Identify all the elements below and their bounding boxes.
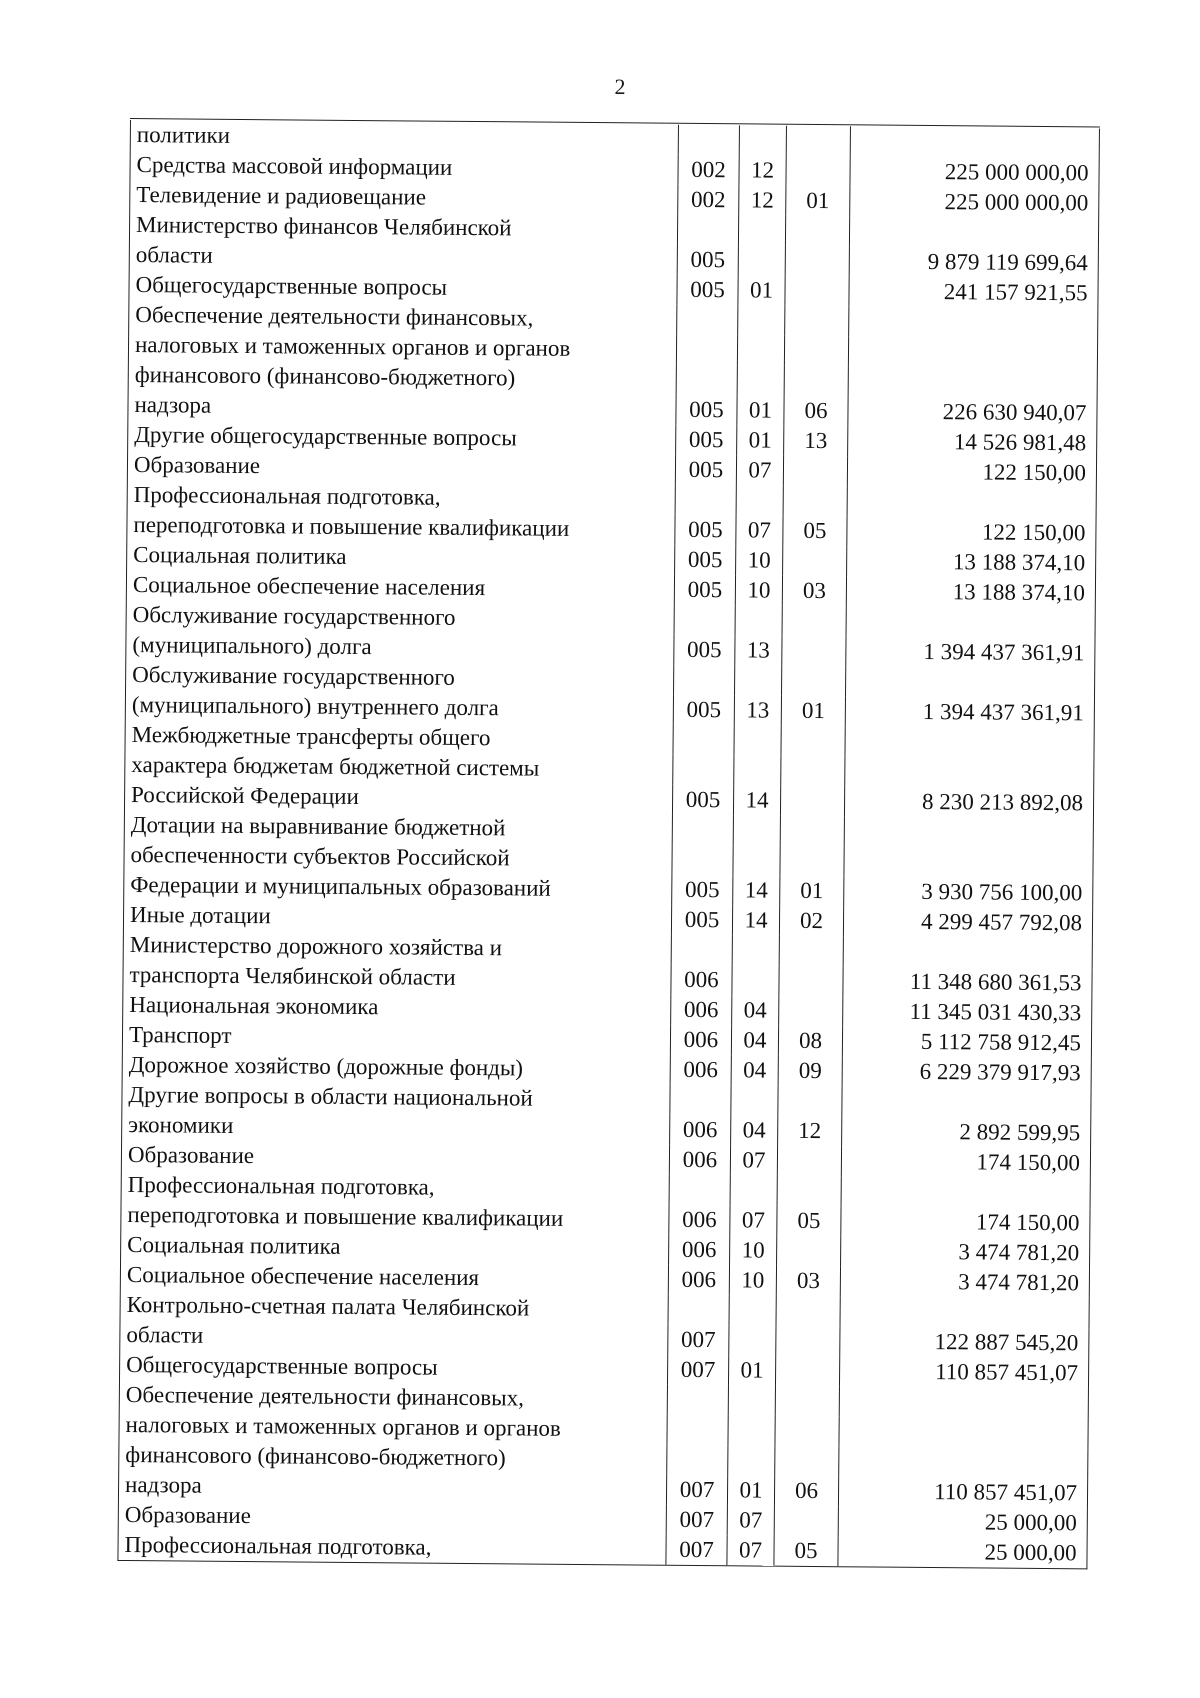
row-name-cell: Российской Федерации (124, 780, 673, 815)
row-name-cell: Министерство дорожного хозяйства и (123, 930, 672, 965)
row-name-cell: Обеспечение деятельности финансовых, (119, 1380, 668, 1415)
row-name-cell: Иные дотации (123, 900, 672, 935)
amount-cell: 11 348 680 361,53 (843, 966, 1093, 998)
row-name-cell: переподготовка и повышение квалификации (121, 1200, 670, 1235)
admin-code-cell: 002 (678, 155, 738, 186)
section-code-cell: 14 (732, 875, 780, 905)
row-name-cell: Другие вопросы в области национальной (122, 1080, 671, 1115)
subsection-code-cell (777, 1236, 841, 1267)
admin-code-cell (676, 365, 736, 396)
subsection-code-cell (781, 816, 845, 847)
row-name-cell: налоговых и таможенных органов и органов (128, 330, 677, 365)
amount-cell: 2 892 599,95 (841, 1116, 1091, 1148)
admin-code-cell (674, 665, 734, 696)
section-code-cell (738, 215, 786, 245)
subsection-code-cell (783, 486, 847, 517)
subsection-code-cell (778, 1146, 842, 1177)
section-code-cell: 10 (729, 1265, 777, 1295)
amount-cell (838, 1446, 1088, 1478)
amount-cell: 25 000,00 (838, 1536, 1088, 1569)
amount-cell: 122 887 545,20 (839, 1326, 1089, 1358)
admin-code-cell: 005 (676, 425, 736, 456)
subsection-code-cell (783, 546, 847, 577)
subsection-code-cell: 05 (783, 516, 847, 547)
section-code-cell: 07 (735, 515, 783, 545)
admin-code-cell: 005 (676, 395, 736, 426)
row-name-cell: экономики (122, 1110, 671, 1145)
row-name-cell: финансового (финансово-бюджетного) (128, 360, 677, 395)
row-name-cell: Социальная политика (121, 1230, 670, 1265)
admin-code-cell: 006 (671, 1025, 731, 1056)
subsection-code-cell: 06 (784, 396, 848, 427)
row-name-cell: характера бюджетам бюджетной системы (125, 750, 674, 785)
subsection-code-cell (785, 276, 849, 307)
section-code-cell (735, 605, 783, 635)
row-name-cell: Образование (118, 1500, 667, 1535)
section-code-cell: 04 (731, 1055, 779, 1085)
row-name-cell: Профессиональная подготовка, (127, 480, 676, 515)
admin-code-cell: 007 (667, 1505, 727, 1536)
amount-cell: 13 188 374,10 (846, 576, 1096, 608)
section-code-cell (731, 965, 779, 995)
admin-code-cell: 005 (675, 545, 735, 576)
section-code-cell (737, 305, 785, 335)
section-code-cell: 07 (727, 1505, 775, 1535)
admin-code-cell (672, 845, 732, 876)
row-name-cell: Социальная политика (127, 540, 676, 575)
subsection-code-cell: 09 (778, 1056, 842, 1087)
section-code-cell (733, 815, 781, 845)
row-name-cell: Социальное обеспечение населения (120, 1260, 669, 1295)
admin-code-cell: 005 (674, 695, 734, 726)
section-code-cell: 01 (737, 275, 785, 305)
admin-code-cell (670, 1085, 730, 1116)
row-name-cell: Контрольно-счетная палата Челябинской (120, 1290, 669, 1325)
admin-code-cell: 005 (674, 635, 734, 666)
amount-cell: 1 394 437 361,91 (845, 636, 1095, 668)
subsection-code-cell (779, 996, 843, 1027)
section-code-cell: 14 (732, 905, 780, 935)
row-name-cell: Межбюджетные трансферты общего (125, 720, 674, 755)
section-code-cell (727, 1445, 775, 1475)
amount-cell (842, 1086, 1092, 1118)
row-name-cell: (муниципального) внутреннего долга (125, 690, 674, 725)
admin-code-cell: 005 (675, 515, 735, 546)
subsection-code-cell (781, 726, 845, 757)
admin-code-cell (673, 815, 733, 846)
subsection-code-cell (785, 336, 849, 367)
admin-code-cell (673, 725, 733, 756)
subsection-code-cell: 02 (780, 906, 844, 937)
row-name-cell: Обслуживание государственного (126, 600, 675, 635)
admin-code-cell: 005 (672, 905, 732, 936)
subsection-code-cell (781, 756, 845, 787)
subsection-code-cell: 12 (778, 1116, 842, 1147)
section-code-cell: 10 (735, 545, 783, 575)
row-name-cell: Министерство финансов Челябинской (129, 210, 678, 245)
section-code-cell (736, 485, 784, 515)
admin-code-cell (679, 125, 739, 156)
amount-cell (848, 366, 1098, 398)
subsection-code-cell (777, 1176, 841, 1207)
section-code-cell (730, 1175, 778, 1205)
amount-cell: 13 188 374,10 (846, 546, 1096, 578)
admin-code-cell (668, 1385, 728, 1416)
admin-code-cell: 005 (672, 875, 732, 906)
row-name-cell: Профессиональная подготовка, (118, 1530, 667, 1565)
amount-cell: 4 299 457 792,08 (843, 906, 1093, 938)
admin-code-cell: 006 (670, 1145, 730, 1176)
admin-code-cell (673, 755, 733, 786)
amount-cell: 3 474 781,20 (840, 1236, 1090, 1268)
subsection-code-cell: 03 (777, 1266, 841, 1297)
amount-cell (839, 1386, 1089, 1418)
subsection-code-cell (782, 636, 846, 667)
section-code-cell (734, 665, 782, 695)
admin-code-cell: 006 (670, 1055, 730, 1086)
amount-cell (845, 666, 1095, 698)
section-code-cell (728, 1415, 776, 1445)
row-name-cell: области (129, 240, 678, 275)
amount-cell: 226 630 940,07 (848, 396, 1098, 428)
amount-cell (845, 726, 1095, 758)
subsection-code-cell: 06 (775, 1476, 839, 1507)
section-code-cell: 01 (736, 395, 784, 425)
subsection-code-cell: 01 (780, 876, 844, 907)
admin-code-cell: 007 (666, 1535, 726, 1566)
admin-code-cell: 006 (669, 1265, 729, 1296)
amount-cell (844, 756, 1094, 788)
amount-cell: 11 345 031 430,33 (842, 996, 1092, 1028)
section-code-cell: 10 (735, 575, 783, 605)
row-name-cell: Федерации и муниципальных образований (124, 870, 673, 905)
admin-code-cell: 002 (678, 185, 738, 216)
row-name-cell: налоговых и таможенных органов и органов (119, 1410, 668, 1445)
admin-code-cell (667, 1445, 727, 1476)
amount-cell: 110 857 451,07 (839, 1356, 1089, 1388)
admin-code-cell: 006 (671, 995, 731, 1026)
subsection-code-cell: 05 (774, 1536, 838, 1567)
admin-code-cell (667, 1415, 727, 1446)
subsection-code-cell (780, 936, 844, 967)
subsection-code-cell (786, 156, 850, 187)
admin-code-cell: 006 (669, 1235, 729, 1266)
subsection-code-cell (781, 786, 845, 817)
subsection-code-cell (785, 306, 849, 337)
amount-cell: 1 394 437 361,91 (845, 696, 1095, 728)
subsection-code-cell: 08 (779, 1026, 843, 1057)
row-name-cell: Транспорт (122, 1020, 671, 1055)
section-code-cell (730, 1085, 778, 1115)
subsection-code-cell (786, 246, 850, 277)
admin-code-cell (669, 1175, 729, 1206)
subsection-code-cell (776, 1386, 840, 1417)
row-name-cell: переподготовка и повышение квалификации (127, 510, 676, 545)
amount-cell (840, 1296, 1090, 1328)
amount-cell (839, 1416, 1089, 1448)
row-name-cell: Профессиональная подготовка, (121, 1170, 670, 1205)
subsection-code-cell (775, 1506, 839, 1537)
subsection-code-cell (787, 126, 851, 157)
subsection-code-cell (775, 1416, 839, 1447)
section-code-cell (738, 245, 786, 275)
admin-code-cell (672, 935, 732, 966)
admin-code-cell: 005 (678, 245, 738, 276)
admin-code-cell (674, 605, 734, 636)
amount-cell: 225 000 000,00 (849, 186, 1099, 218)
subsection-code-cell (776, 1356, 840, 1387)
amount-cell (848, 336, 1098, 368)
section-code-cell (728, 1385, 776, 1415)
amount-cell: 14 526 981,48 (847, 426, 1097, 458)
row-name-cell: транспорта Челябинской области (123, 960, 672, 995)
row-name-cell: Образование (121, 1140, 670, 1175)
row-name-cell: политики (130, 120, 679, 155)
row-name-cell: Общегосударственные вопросы (129, 270, 678, 305)
section-code-cell: 01 (728, 1355, 776, 1385)
admin-code-cell: 005 (677, 275, 737, 306)
row-name-cell: Дорожное хозяйство (дорожные фонды) (122, 1050, 671, 1085)
admin-code-cell: 007 (668, 1325, 728, 1356)
amount-cell: 25 000,00 (838, 1506, 1088, 1538)
section-code-cell (739, 125, 787, 155)
amount-cell: 6 229 379 917,93 (842, 1056, 1092, 1088)
section-code-cell (737, 365, 785, 395)
admin-code-cell: 005 (675, 575, 735, 606)
section-code-cell (733, 755, 781, 785)
section-code-cell: 13 (734, 695, 782, 725)
amount-cell: 225 000 000,00 (850, 156, 1100, 188)
subsection-code-cell: 01 (782, 696, 846, 727)
page-number: 2 (614, 74, 626, 99)
subsection-code-cell (784, 366, 848, 397)
subsection-code-cell (776, 1326, 840, 1357)
subsection-code-cell (776, 1296, 840, 1327)
amount-cell (843, 936, 1093, 968)
admin-code-cell (668, 1295, 728, 1326)
subsection-code-cell: 03 (783, 576, 847, 607)
section-code-cell: 12 (739, 155, 787, 185)
section-code-cell: 12 (738, 185, 786, 215)
subsection-code-cell (786, 216, 850, 247)
amount-cell: 3 930 756 100,00 (843, 876, 1093, 908)
section-code-cell: 04 (730, 1115, 778, 1145)
amount-cell (847, 486, 1097, 518)
row-name-cell: Телевидение и радиовещание (130, 180, 679, 215)
section-code-cell: 14 (733, 785, 781, 815)
amount-cell (850, 126, 1100, 158)
row-name-cell: Обслуживание государственного (126, 660, 675, 695)
section-code-cell (728, 1325, 776, 1355)
amount-cell (841, 1176, 1091, 1208)
subsection-code-cell (779, 966, 843, 997)
amount-cell: 110 857 451,07 (838, 1476, 1088, 1508)
section-code-cell: 01 (736, 425, 784, 455)
row-name-cell: Другие общегосударственные вопросы (128, 420, 677, 455)
admin-code-cell: 005 (676, 455, 736, 486)
amount-cell: 122 150,00 (847, 456, 1097, 488)
row-name-cell: Национальная экономика (123, 990, 672, 1025)
section-code-cell: 07 (736, 455, 784, 485)
admin-code-cell: 007 (667, 1475, 727, 1506)
amount-cell (844, 846, 1094, 878)
admin-code-cell: 006 (671, 965, 731, 996)
admin-code-cell (678, 215, 738, 246)
section-code-cell: 10 (729, 1235, 777, 1265)
admin-code-cell: 005 (673, 785, 733, 816)
amount-cell: 3 474 781,20 (840, 1266, 1090, 1298)
subsection-code-cell: 13 (784, 426, 848, 457)
row-name-cell: обеспеченности субъектов Российской (124, 840, 673, 875)
admin-code-cell (677, 335, 737, 366)
amount-cell: 8 230 213 892,08 (844, 786, 1094, 818)
admin-code-cell: 006 (670, 1115, 730, 1146)
row-name-cell: надзора (128, 390, 677, 425)
amount-cell: 174 150,00 (841, 1146, 1091, 1178)
row-name-cell: области (120, 1320, 669, 1355)
row-name-cell: Общегосударственные вопросы (120, 1350, 669, 1385)
subsection-code-cell: 05 (777, 1206, 841, 1237)
row-name-cell: Социальное обеспечение населения (126, 570, 675, 605)
subsection-code-cell (778, 1086, 842, 1117)
section-code-cell (732, 935, 780, 965)
budget-table (117, 120, 1100, 1569)
section-code-cell (737, 335, 785, 365)
admin-code-cell: 007 (668, 1355, 728, 1386)
subsection-code-cell (782, 606, 846, 637)
section-code-cell (729, 1295, 777, 1325)
subsection-code-cell (775, 1446, 839, 1477)
amount-cell (846, 606, 1096, 638)
amount-cell (848, 306, 1098, 338)
section-code-cell: 04 (731, 1025, 779, 1055)
section-code-cell: 07 (729, 1205, 777, 1235)
section-code-cell: 07 (730, 1145, 778, 1175)
amount-cell: 241 157 921,55 (849, 276, 1099, 308)
row-name-cell: Средства массовой информации (130, 150, 679, 185)
section-code-cell: 13 (734, 635, 782, 665)
amount-cell (844, 816, 1094, 848)
subsection-code-cell (782, 666, 846, 697)
amount-cell (849, 216, 1099, 248)
admin-code-cell: 006 (669, 1205, 729, 1236)
row-name-cell: надзора (118, 1470, 667, 1505)
row-name-cell: финансового (финансово-бюджетного) (119, 1440, 668, 1475)
row-name-cell: (муниципального) долга (126, 630, 675, 665)
subsection-code-cell (784, 456, 848, 487)
subsection-code-cell (780, 846, 844, 877)
section-code-cell: 04 (731, 995, 779, 1025)
amount-cell: 174 150,00 (840, 1206, 1090, 1238)
amount-cell: 122 150,00 (847, 516, 1097, 548)
section-code-cell: 07 (727, 1535, 775, 1566)
row-name-cell: Обеспечение деятельности финансовых, (129, 300, 678, 335)
subsection-code-cell: 01 (786, 186, 850, 217)
row-name-cell: Дотации на выравнивание бюджетной (124, 810, 673, 845)
admin-code-cell (675, 485, 735, 516)
section-code-cell (733, 845, 781, 875)
admin-code-cell (677, 305, 737, 336)
amount-cell: 5 112 758 912,45 (842, 1026, 1092, 1058)
section-code-cell: 01 (727, 1475, 775, 1505)
section-code-cell (734, 725, 782, 755)
amount-cell: 9 879 119 699,64 (849, 246, 1099, 278)
budget-table-body (118, 120, 1100, 1569)
row-name-cell: Образование (127, 450, 676, 485)
